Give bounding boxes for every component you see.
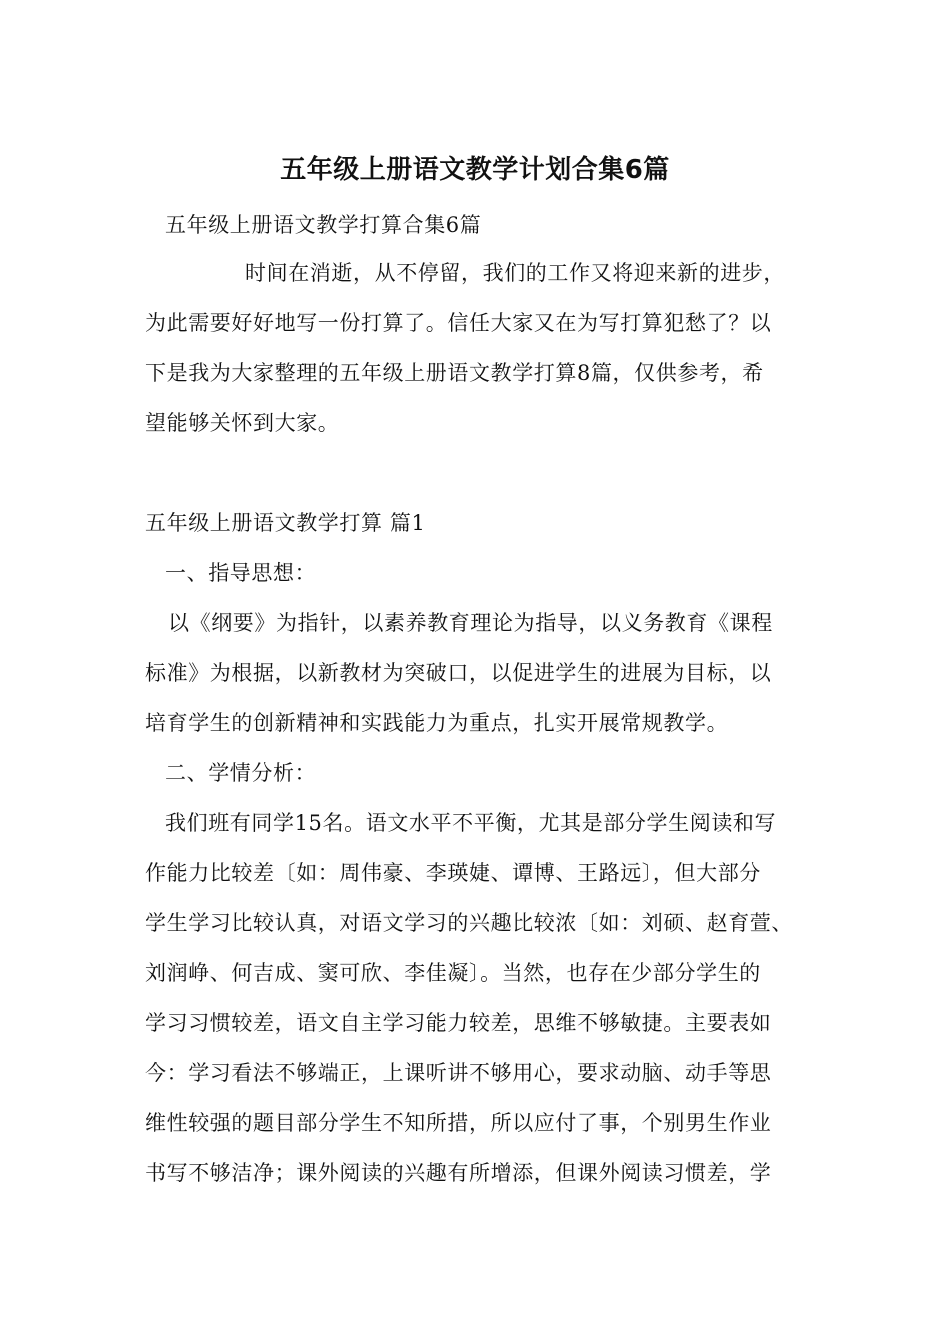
paragraph-line: 今：学习看法不够端正，上课听讲不够用心，要求动脑、动手等思 bbox=[145, 1061, 772, 1085]
paragraph-line: 我们班有同学15名。语文水平不平衡，尤其是部分学生阅读和写 bbox=[165, 811, 777, 835]
paragraph-line: 培育学生的创新精神和实践能力为重点，扎实开展常规教学。 bbox=[145, 711, 729, 735]
document-title: 五年级上册语文教学计划合集6篇 bbox=[280, 155, 670, 185]
paragraph-line: 作能力比较差〔如：周伟豪、李瑛婕、谭博、王路远〕，但大部分 bbox=[145, 861, 761, 885]
paragraph-line: 以《纲要》为指针，以素养教育理论为指导，以义务教育《课程 bbox=[168, 611, 773, 635]
paragraph-line: 学习习惯较差，语文自主学习能力较差，思维不够敏捷。主要表如 bbox=[145, 1011, 772, 1035]
section-heading: 五年级上册语文教学打算 篇1 bbox=[145, 511, 426, 535]
intro-line: 望能够关怀到大家。 bbox=[145, 411, 340, 435]
intro-line: 时间在消逝，从不停留，我们的工作又将迎来新的进步， bbox=[245, 261, 785, 285]
subsection-heading: 二、学情分析： bbox=[165, 761, 317, 785]
paragraph-line: 标准》为根据，以新教材为突破口，以促进学生的进展为目标，以 bbox=[145, 661, 772, 685]
subtitle-line: 五年级上册语文教学打算合集6篇 bbox=[165, 213, 482, 237]
paragraph-line: 书写不够洁净；课外阅读的兴趣有所增添，但课外阅读习惯差，学 bbox=[145, 1161, 772, 1185]
intro-line: 为此需要好好地写一份打算了。信任大家又在为写打算犯愁了？以 bbox=[145, 311, 772, 335]
intro-line: 下是我为大家整理的五年级上册语文教学打算8篇，仅供参考，希 bbox=[145, 361, 764, 385]
subsection-heading: 一、指导思想： bbox=[165, 561, 317, 585]
paragraph-line: 学生学习比较认真，对语文学习的兴趣比较浓〔如：刘硕、赵育萱、 bbox=[145, 911, 793, 935]
paragraph-line: 维性较强的题目部分学生不知所措，所以应付了事，个别男生作业 bbox=[145, 1111, 772, 1135]
paragraph-line: 刘润峥、何吉成、窦可欣、李佳凝〕。当然，也存在少部分学生的 bbox=[145, 961, 761, 985]
